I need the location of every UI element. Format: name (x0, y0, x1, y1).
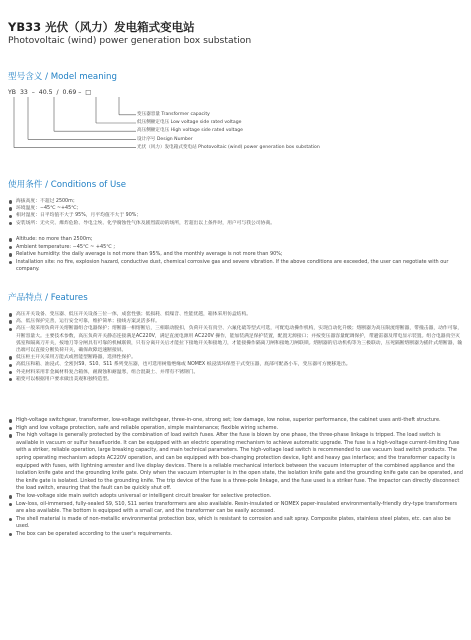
list-item: 环境温度：−45℃ ~+45℃； (8, 205, 464, 212)
features-list-en (8, 417, 464, 539)
conditions-list-en (8, 236, 464, 274)
list-item: The low-voltage side main switch adopts universal or intelligent circuit breaker for selective protection. (8, 493, 464, 501)
list-item: 高、低压保护完善，运行安全可靠，维护简单；接线方案灵活多样。 (8, 318, 464, 325)
page-title-zh: YB33 光伏（风力）发电箱式变电站 (8, 20, 195, 34)
list-item: 低压柜主开关采用万能式或智能型断路器，选择性保护。 (8, 354, 464, 361)
list-item: 海拔高度：不超过 2500m； (8, 198, 464, 205)
legend-high-voltage: 高压侧额定电压 High voltage side rated voltage (137, 128, 244, 134)
list-item: 箱变可以根据用户要求做出美观和独特造型。 (8, 376, 464, 383)
legend-low-voltage: 低压侧额定电压 Low voltage side rated voltage (137, 120, 242, 126)
conditions-list-zh (8, 198, 464, 227)
list-item: 高低压和箱、油浸式、全密封S9、S10、S11 系列变压器，也可选用树脂绝缘或 NOMEX 纸浸渍环保型干式变压器，底部可配备小车，变压器可方便移进出。 (8, 361, 464, 368)
list-item: Low-loss, oil-immersed, fully-sealed S9, S10, S11 series transformers are also available. Resin-insulated or NOMEX paper-insulated environmentally-friendly dry-type transformers are also available. The bottom is equipped with a small car, and the transformer can be easily accessed. (8, 501, 464, 516)
list-item: The high voltage is generally protected by the combination of load switch fuses. After the fuse is blown by one phase, the three-phase linkage is tripped. The load switch is available in vacuum or sulfur hexafluoride. It can be equipped with an electric operating mechanism to achieve automatic upgrade. The fuse is a high-voltage current-limiting fuse with a striker, reliable operation, large breaking capacity, and main technical parameters. The high-voltage load switch is recommended to use vacuum load switch products. The spring operating mechanism adopts AC220V operation, and can be equipped with box-changing protection device, light and heavy gas interface; and the transformer capacity is equipped with fuses, with lightning arrester and live display devices. There is a reliable mechanical interlock between the vacuum interrupter of the combined appliance and the isolation knife gate and the grounding knife gate. Only when the vacuum interrupter is in the open state, the isolation knife gate and the grounding knife gate can be operated, and the knife gate is isolated. Linked to the grounding knife. The trip device of the fuse is a three-pole linkage, and the fuse used is a striker fuse. The impactor can directly disconnect the load switch, ensuring that the fault can be quickly shut off. (8, 432, 464, 493)
list-item: Ambient temperature: −45℃ ~ +45℃ ; (8, 244, 464, 252)
features-list-zh (8, 311, 464, 383)
list-item: High and low voltage protection, safe and reliable operation, simple maintenance; flexible wiring scheme. (8, 425, 464, 433)
legend-capacity: 变压器容量 Transformer capacity (137, 112, 210, 117)
list-item: 安装场所：无火灾、爆炸危险、导电尘埃、化学腐蚀性气体及剧烈震动的场所，若超出以上条件时，用户可与我公司协商。 (8, 220, 464, 227)
list-item: The shell material is made of non-metallic environmental protection box, which is resistant to corrosion and salt spray. Composite plates, stainless steel plates, etc. can also be used. (8, 516, 464, 531)
list-item: Installation site: no fire, explosion hazard, conductive dust, chemical corrosive gas and severe vibration. If the above conditions are exceeded, the user can negotiate with our company. (8, 259, 464, 274)
model-bracket-lines (0, 0, 471, 200)
list-item: 高压一般采用负荷开关熔断器组合电器保护；熔断器一相熔断后，三相联动脱扣，负荷开关有真空、六氟化硫等型式可选，可配电动操作机构，实现自动化升级；熔断器为高压限流熔断器，带撞击器，动作可靠，开断容量大。主要技术参数，高压负荷开关静态连接满足AC220V，满足直流电源用 AC220V 操作，能加装满足保护装置，配置无源接口；并按变压器容量配调保护，带避雷器及带电显示装置。组合电器真空灭弧室和隔离刀开关，按地刀等分闸具有可靠的机械联锁，只有分离开关后才能拉下接地开关和接地刀，才能接操作隔离刀闸和接地刀闸联锁。熔断器的启动机构等为三极联动，压死隔断熔断器为插针式熔断器，输出端可以直接分断负荷开关，确保故障迅速断接屏。 (8, 325, 464, 354)
model-code: YB 33 – 40.5 / 0.69 – □ (8, 89, 92, 96)
legend-design-number: 设计序号 Design Number (137, 136, 193, 142)
list-item: Relative humidity: the daily average is not more than 95%, and the monthly average is not more than 90%; (8, 251, 464, 259)
features-heading: 产品特点 / Features (8, 293, 88, 303)
list-item: 高压开关设备、变压器、低压开关设备三位一体，成套性强；低损耗、低噪音、性能优越，箱体采用仿盒结构。 (8, 311, 464, 318)
list-item: 相对湿度：日平均值不大于 95%，月平均值不大于 90%； (8, 212, 464, 219)
list-item: Altitude: no more than 2500m; (8, 236, 464, 244)
conditions-heading: 使用条件 / Conditions of Use (8, 180, 127, 190)
model-legend (137, 111, 320, 152)
page-title-en: Photovoltaic (wind) power generation box substation (8, 35, 252, 46)
list-item: High-voltage switchgear, transformer, low-voltage switchgear, three-in-one, strong set; low damage, low noise, superior performance, the cabinet uses anti-theft structure. (8, 417, 464, 425)
model-meaning-heading: 型号含义 / Model meaning (8, 72, 117, 82)
list-item: The box can be operated according to the user's requirements. (8, 531, 464, 539)
list-item: 外壳材料采用非金属材料复合箱体，耐腐蚀和耐温寒，组合混凝土、并带有不锈钢门。 (8, 369, 464, 376)
legend-product-type: 光伏（风力）发电箱式变电站 Photovoltaic (wind) power generation box substation (137, 144, 320, 150)
